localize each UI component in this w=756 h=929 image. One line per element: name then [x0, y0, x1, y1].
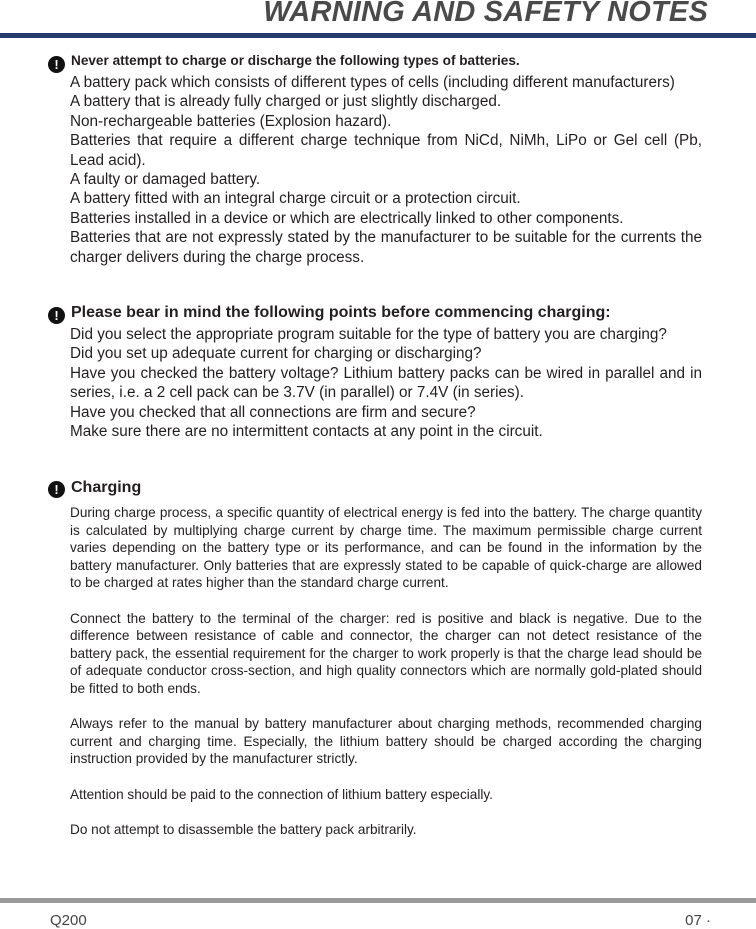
warning-icon: ! [48, 307, 65, 324]
charging-paragraph: Connect the battery to the terminal of the charger: red is positive and black is negative. Due to the difference between resistance of cable and connector, the charger can not detect resistance of the battery pack, the essential requirement for the charger to work properly is that the charge lead should be of adequate conductor cross-section, and high quality connectors which are normally gold-plated should be fitted to both ends. [70, 610, 702, 696]
page-title: WARNING AND SAFETY NOTES [263, 0, 708, 28]
list-item: A battery pack which consists of different types of cells (including different manufacturers) [70, 74, 675, 91]
list-item: Did you select the appropriate program suitable for the type of battery you are charging? [70, 326, 667, 343]
section-heading-bear-in-mind: Please bear in mind the following points before commencing charging: [71, 304, 611, 321]
charging-paragraph: Do not attempt to disassemble the battery pack arbitrarily. [70, 821, 417, 837]
list-item: Make sure there are no intermittent contacts at any point in the circuit. [70, 423, 543, 441]
list-item: Non-rechargeable batteries (Explosion hazard). [70, 112, 392, 130]
charging-body [70, 504, 702, 856]
list-item: Batteries that require a different charge technique from NiCd, NiMh, LiPo or Gel cell (Pb, Lead acid). [70, 132, 702, 169]
list-item: Did you set up adequate current for charging or discharging? [70, 345, 482, 363]
list-item: Batteries installed in a device or which are electrically linked to other components. [70, 209, 624, 227]
footer-model: Q200 [50, 912, 87, 929]
list-item: A battery fitted with an integral charge circuit or a protection circuit. [70, 190, 521, 208]
section-heading-charging: Charging [71, 479, 142, 496]
list-item: Batteries that are not expressly stated by the manufacturer to be suitable for the currents the charger delivers during the charge process. [70, 229, 702, 266]
list-item: A battery that is already fully charged or just slightly discharged. [70, 93, 502, 111]
page-number: 07 · [685, 912, 711, 929]
never-attempt-list [70, 73, 702, 267]
charging-paragraph: Always refer to the manual by battery manufacturer about charging methods, recommended charging current and charging time. Especially, the lithium battery should be charged according the charging instruction provided by the manufacturer strictly. [70, 716, 702, 767]
charging-paragraph: Attention should be paid to the connection of lithium battery especially. [70, 786, 493, 802]
list-item: Have you checked the battery voltage? Lithium battery packs can be wired in parallel and in series, i.e. a 2 cell pack can be 3.7V (in parallel) or 7.4V (in series). [70, 364, 702, 402]
section-heading-never-attempt: Never attempt to charge or discharge the following types of batteries. [71, 53, 520, 68]
bear-in-mind-list [70, 325, 702, 441]
title-divider [0, 33, 756, 38]
list-item: Have you checked that all connections are firm and secure? [70, 403, 476, 421]
list-item: A faulty or damaged battery. [70, 171, 261, 189]
charging-paragraph: During charge process, a specific quantity of electrical energy is fed into the battery. The charge quantity is calculated by multiplying charge current by charge time. The maximum permissible charge current varies depending on the battery type or its performance, and can be found in the information by the battery manufacturer. Only batteries that are expressly stated to be capable of quick-charge are allowed to be charged at rates higher than the standard charge current. [70, 505, 702, 591]
warning-icon: ! [48, 56, 65, 73]
footer-divider [0, 898, 756, 903]
warning-icon: ! [48, 481, 65, 498]
